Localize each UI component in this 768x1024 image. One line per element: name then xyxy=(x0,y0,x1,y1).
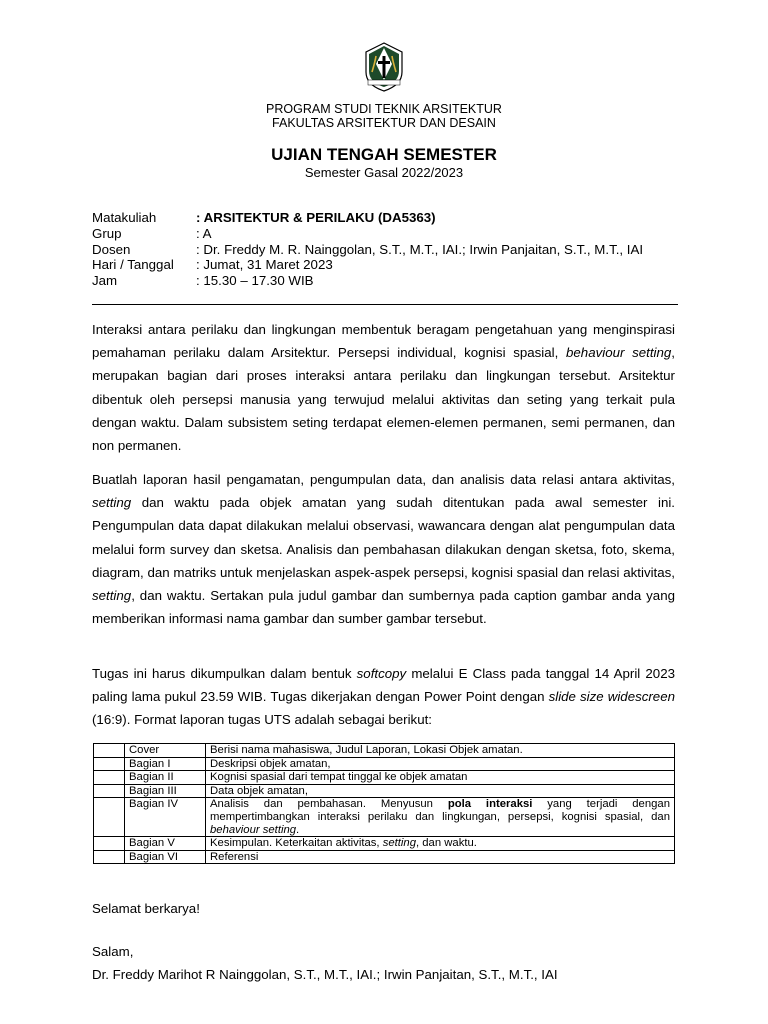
info-label: Dosen xyxy=(92,241,131,257)
table-row xyxy=(94,771,675,785)
part-name: Bagian II xyxy=(125,771,206,785)
info-label: Grup xyxy=(92,225,122,241)
part-name: Bagian III xyxy=(125,784,206,798)
info-value: : ARSITEKTUR & PERILAKU (DA5363) xyxy=(196,210,436,225)
part-description: Berisi nama mahasiswa, Judul Laporan, Lokasi Objek amatan. xyxy=(206,744,675,758)
table-row xyxy=(94,850,675,864)
info-label: Hari / Tanggal xyxy=(92,257,174,273)
info-label: Jam xyxy=(92,273,118,289)
table-row xyxy=(94,744,675,758)
divider xyxy=(92,304,678,305)
info-row-group xyxy=(92,226,643,242)
info-value: : 15.30 – 17.30 WIB xyxy=(196,273,314,289)
exam-title: UJIAN TENGAH SEMESTER xyxy=(271,145,497,164)
part-description: Kognisi spasial dari tempat tinggal ke objek amatan xyxy=(206,771,675,785)
info-row-lecturer xyxy=(92,242,643,258)
signature: Dr. Freddy Marihot R Nainggolan, S.T., M.T., IAI.; Irwin Panjaitan, S.T., M.T., IAI xyxy=(92,967,558,982)
task-paragraph: Buatlah laporan hasil pengamatan, pengumpulan data, dan analisis data relasi antara aktivitas, setting dan waktu pada objek amatan yang sudah ditentukan pada awal semester ini. Pengumpulan data dapat dilakukan melalui observasi, wawancara dengan alat pengumpulan data melalui form survey dan sketsa. Analisis dan pembahasan dilakukan dengan sketsa, foto, skema, diagram, dan matriks untuk menjelaskan aspek-aspek persepsi, kognisi spasial dan relasi aktivitas, setting, dan waktu. Sertakan pula judul gambar dan sumbernya pada caption gambar anda yang memberikan informasi nama gambar dan sumber gambar tersebut. xyxy=(92,472,675,627)
program-name: PROGRAM STUDI TEKNIK ARSITEKTUR xyxy=(266,102,502,116)
faculty-name: FAKULTAS ARSITEKTUR DAN DESAIN xyxy=(272,116,496,130)
table-row xyxy=(94,798,675,837)
part-name: Bagian IV xyxy=(125,798,206,837)
course-info-table xyxy=(92,210,643,289)
closing-salam: Salam, xyxy=(92,944,134,959)
info-value: : A xyxy=(196,225,212,241)
part-description: Analisis dan pembahasan. Menyusun pola interaksi yang terjadi dengan mempertimbangkan interaksi perilaku dan lingkungan, persepsi, kognisi spasial, dan behaviour setting. xyxy=(206,798,675,837)
submission-paragraph: Tugas ini harus dikumpulkan dalam bentuk softcopy melalui E Class pada tanggal 14 April 2023 paling lama pukul 23.59 WIB. Tugas dikerjakan dengan Power Point dengan slide size widescreen (16:9). Format laporan tugas UTS adalah sebagai berikut: xyxy=(92,666,675,728)
part-name: Cover xyxy=(125,744,206,758)
part-name: Bagian V xyxy=(125,837,206,851)
info-row-date xyxy=(92,257,643,273)
part-description: Data objek amatan, xyxy=(206,784,675,798)
info-value: : Jumat, 31 Maret 2023 xyxy=(196,257,333,273)
university-crest-icon xyxy=(362,42,406,92)
info-label: Matakuliah xyxy=(92,210,157,225)
info-row-time xyxy=(92,273,643,289)
semester-label: Semester Gasal 2022/2023 xyxy=(304,165,464,180)
part-name: Bagian VI xyxy=(125,850,206,864)
report-format-table xyxy=(93,743,675,864)
table-row xyxy=(94,757,675,771)
info-row-course xyxy=(92,210,643,226)
institution-block xyxy=(0,102,768,130)
closing-greeting: Selamat berkarya! xyxy=(92,901,200,916)
part-description: Deskripsi objek amatan, xyxy=(206,757,675,771)
part-description: Referensi xyxy=(206,850,675,864)
intro-paragraph: Interaksi antara perilaku dan lingkungan membentuk beragam pengetahuan yang menginspirasi pemahaman perilaku dalam Arsitektur. Persepsi individual, kognisi spasial, behaviour setting, merupakan bagian dari proses interaksi antara perilaku dan lingkungan tersebut. Arsitektur dibentuk oleh persepsi manusia yang terwujud melalui aktivitas dan seting yang terkait pula dengan waktu. Dalam subsistem seting terdapat elemen-elemen permanen, semi permanen, dan non permanen. xyxy=(92,322,675,454)
table-row xyxy=(94,837,675,851)
part-name: Bagian I xyxy=(125,757,206,771)
table-row xyxy=(94,784,675,798)
part-description: Kesimpulan. Keterkaitan aktivitas, setting, dan waktu. xyxy=(206,837,675,851)
info-value: : Dr. Freddy M. R. Nainggolan, S.T., M.T., IAI.; Irwin Panjaitan, S.T., M.T., IAI xyxy=(196,241,644,257)
